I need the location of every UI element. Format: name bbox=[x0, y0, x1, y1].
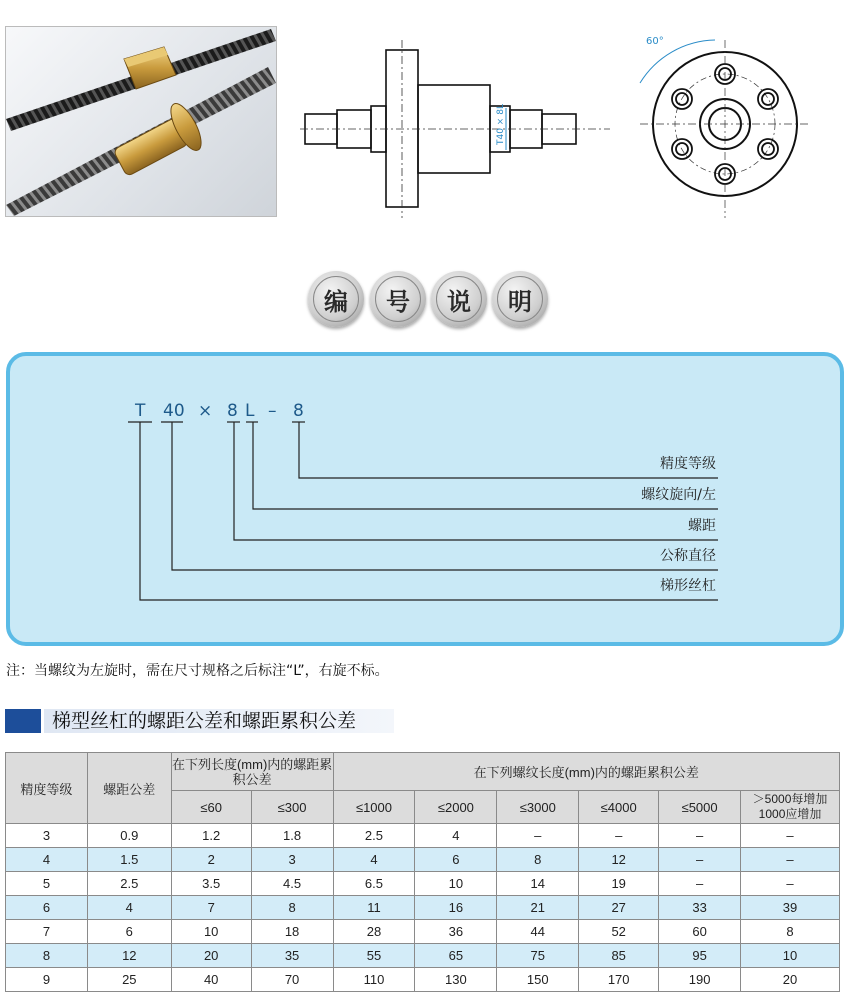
table-cell: 25 bbox=[87, 968, 171, 992]
table-cell: 20 bbox=[741, 968, 840, 992]
table-cell: 21 bbox=[497, 896, 579, 920]
table-cell: 12 bbox=[87, 944, 171, 968]
badge-label: 号 bbox=[375, 276, 421, 322]
table-cell: 39 bbox=[741, 896, 840, 920]
table-cell: 35 bbox=[251, 944, 333, 968]
table-cell: 6 bbox=[87, 920, 171, 944]
table-cell: – bbox=[659, 872, 741, 896]
code-dash: – bbox=[268, 401, 277, 421]
badge-label: 说 bbox=[436, 276, 482, 322]
table-cell: – bbox=[659, 848, 741, 872]
table-cell: 33 bbox=[659, 896, 741, 920]
header-group-thread-length: 在下列螺纹长度(mm)内的螺距累积公差 bbox=[333, 753, 839, 791]
table-cell: 3 bbox=[6, 824, 88, 848]
table-cell: 190 bbox=[659, 968, 741, 992]
table-cell: – bbox=[741, 872, 840, 896]
table-cell: 2.5 bbox=[87, 872, 171, 896]
table-cell: 6 bbox=[6, 896, 88, 920]
tolerance-table bbox=[5, 752, 840, 992]
table-cell: 170 bbox=[579, 968, 659, 992]
angle-label: 60° bbox=[646, 36, 664, 47]
note-text: 注：当螺纹为左旋时，需在尺寸规格之后标注“L”，右旋不标。 bbox=[6, 663, 389, 679]
table-cell: – bbox=[741, 824, 840, 848]
table-cell: 11 bbox=[333, 896, 415, 920]
table-cell: 10 bbox=[171, 920, 251, 944]
table-cell: – bbox=[741, 848, 840, 872]
table-cell: 4 bbox=[87, 896, 171, 920]
dim-label: T40 × 8L bbox=[496, 104, 506, 145]
subheader: ≤2000 bbox=[415, 791, 497, 824]
label-trapezoidal-screw: 梯形丝杠 bbox=[660, 578, 716, 594]
header-grade: 精度等级 bbox=[6, 753, 88, 824]
table-cell: 4 bbox=[6, 848, 88, 872]
table-row bbox=[6, 824, 840, 848]
table-cell: 12 bbox=[579, 848, 659, 872]
subheader: ≤60 bbox=[171, 791, 251, 824]
table-row bbox=[6, 896, 840, 920]
code-pitch: 8 bbox=[227, 401, 238, 421]
label-nominal-diameter: 公称直径 bbox=[660, 548, 716, 564]
table-cell: 3.5 bbox=[171, 872, 251, 896]
table-row bbox=[6, 944, 840, 968]
table-cell: 7 bbox=[6, 920, 88, 944]
code-t: T bbox=[135, 401, 146, 421]
subheader: ≤3000 bbox=[497, 791, 579, 824]
table-cell: 5 bbox=[6, 872, 88, 896]
table-cell: 3 bbox=[251, 848, 333, 872]
subheader: ≤4000 bbox=[579, 791, 659, 824]
table-row bbox=[6, 848, 840, 872]
table-cell: 95 bbox=[659, 944, 741, 968]
code-diameter: 40 bbox=[163, 401, 185, 421]
table-row bbox=[6, 872, 840, 896]
table-cell: 20 bbox=[171, 944, 251, 968]
table-cell: 6 bbox=[415, 848, 497, 872]
table-cell: 40 bbox=[171, 968, 251, 992]
table-cell: 8 bbox=[6, 944, 88, 968]
table-cell: – bbox=[497, 824, 579, 848]
table-cell: – bbox=[579, 824, 659, 848]
subheader: ＞5000每增加1000应增加 bbox=[741, 791, 840, 824]
table-cell: 14 bbox=[497, 872, 579, 896]
table-row bbox=[6, 968, 840, 992]
table-cell: 52 bbox=[579, 920, 659, 944]
section-marker bbox=[5, 709, 41, 733]
subheader: ≤5000 bbox=[659, 791, 741, 824]
table-cell: 110 bbox=[333, 968, 415, 992]
label-thread-direction: 螺纹旋向/左 bbox=[641, 487, 716, 503]
table-cell: 0.9 bbox=[87, 824, 171, 848]
table-cell: 8 bbox=[497, 848, 579, 872]
table-cell: 150 bbox=[497, 968, 579, 992]
label-pitch: 螺距 bbox=[688, 518, 716, 534]
label-accuracy-grade: 精度等级 bbox=[660, 456, 716, 472]
table-cell: 1.2 bbox=[171, 824, 251, 848]
header-pitch-tolerance: 螺距公差 bbox=[87, 753, 171, 824]
table-cell: 60 bbox=[659, 920, 741, 944]
table-cell: 44 bbox=[497, 920, 579, 944]
table-cell: 10 bbox=[741, 944, 840, 968]
table-cell: 2.5 bbox=[333, 824, 415, 848]
section-title: 梯型丝杠的螺距公差和螺距累积公差 bbox=[52, 710, 357, 732]
table-cell: 65 bbox=[415, 944, 497, 968]
table-cell: 1.5 bbox=[87, 848, 171, 872]
badge-label: 编 bbox=[313, 276, 359, 322]
table-cell: 8 bbox=[251, 896, 333, 920]
table-cell: 4 bbox=[333, 848, 415, 872]
table-cell: 6.5 bbox=[333, 872, 415, 896]
table-cell: 4 bbox=[415, 824, 497, 848]
subheader: ≤1000 bbox=[333, 791, 415, 824]
table-cell: 16 bbox=[415, 896, 497, 920]
code-left: L bbox=[245, 401, 255, 421]
badge-label: 明 bbox=[497, 276, 543, 322]
table-cell: 7 bbox=[171, 896, 251, 920]
table-cell: 10 bbox=[415, 872, 497, 896]
code-grade: 8 bbox=[293, 401, 304, 421]
table-cell: 1.8 bbox=[251, 824, 333, 848]
table-cell: 130 bbox=[415, 968, 497, 992]
table-cell: 75 bbox=[497, 944, 579, 968]
table-cell: 8 bbox=[741, 920, 840, 944]
table-cell: 9 bbox=[6, 968, 88, 992]
table-cell: – bbox=[659, 824, 741, 848]
header-group-length: 在下列长度(mm)内的螺距累积公差 bbox=[171, 753, 333, 791]
table-cell: 36 bbox=[415, 920, 497, 944]
table-cell: 4.5 bbox=[251, 872, 333, 896]
table-row bbox=[6, 920, 840, 944]
subheader: ≤300 bbox=[251, 791, 333, 824]
code-times: × bbox=[198, 401, 213, 421]
table-cell: 18 bbox=[251, 920, 333, 944]
table-cell: 55 bbox=[333, 944, 415, 968]
table-cell: 2 bbox=[171, 848, 251, 872]
table-cell: 70 bbox=[251, 968, 333, 992]
table-cell: 85 bbox=[579, 944, 659, 968]
table-cell: 28 bbox=[333, 920, 415, 944]
table-cell: 19 bbox=[579, 872, 659, 896]
table-cell: 27 bbox=[579, 896, 659, 920]
